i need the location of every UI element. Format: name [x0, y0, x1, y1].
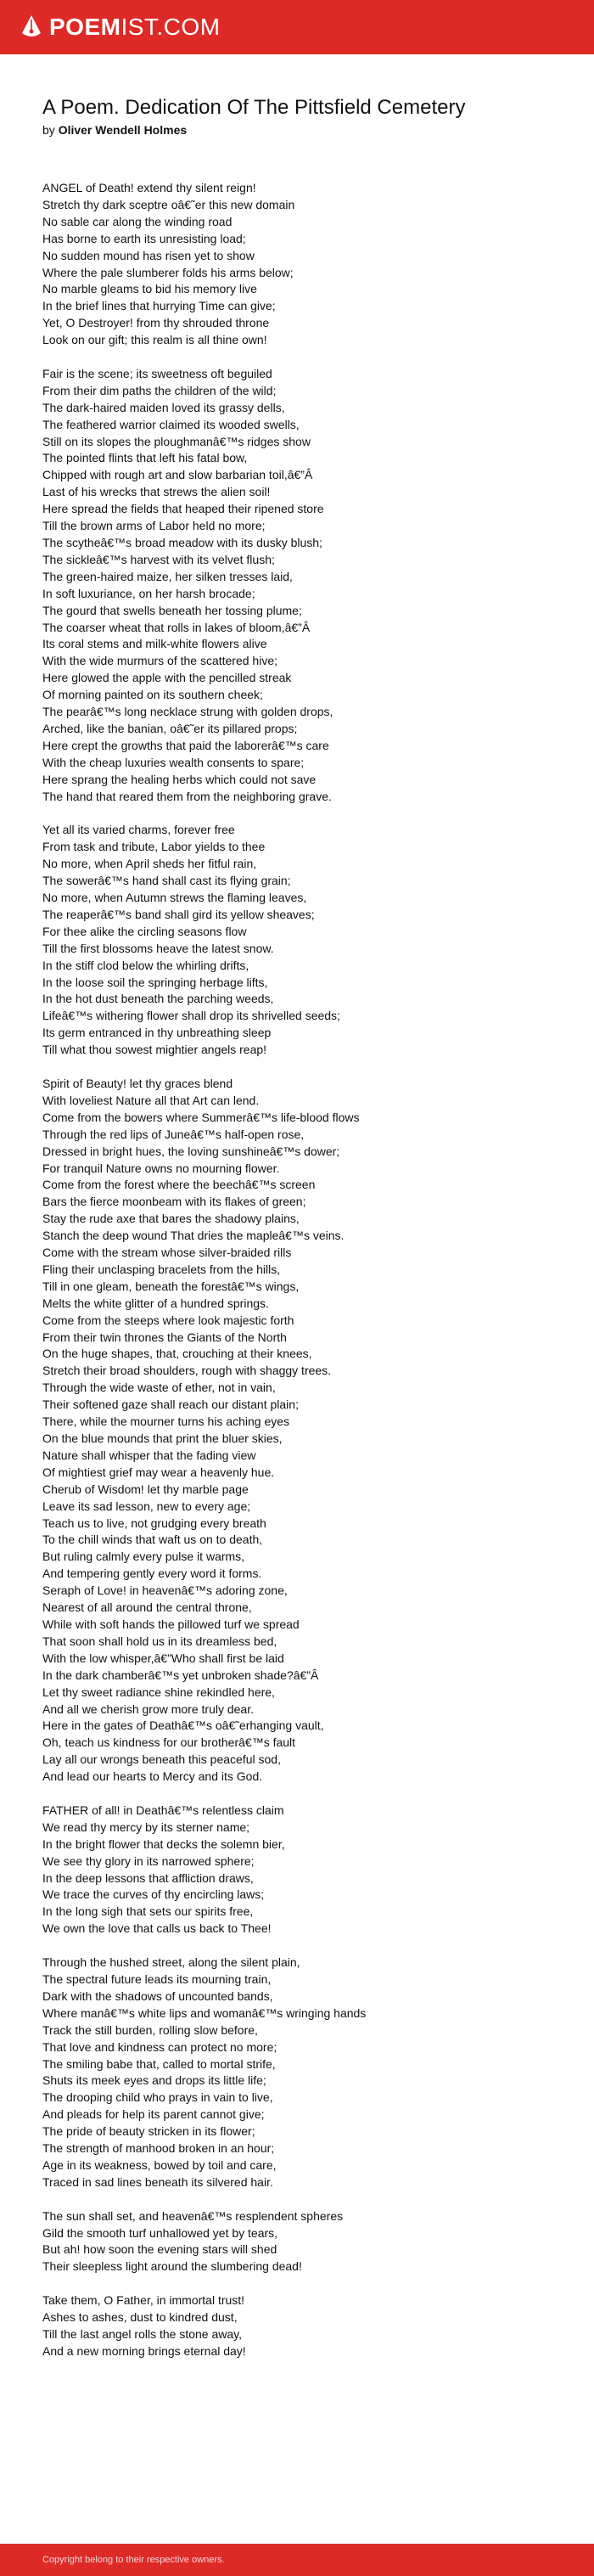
poem-line: But ruling calmly every pulse it warms, — [42, 1550, 245, 1564]
poem-line: In the hot dust beneath the parching weeds, — [42, 992, 274, 1006]
poem-line: With the wide murmurs of the scattered hive; — [42, 654, 277, 668]
poem-line: That soon shall hold us in its dreamless bed, — [42, 1634, 277, 1648]
site-logo-link[interactable] — [20, 14, 221, 40]
poem-line: In the deep lessons that affliction draws, — [42, 1870, 254, 1885]
poem-line: Come from the steeps where look majestic forth — [42, 1313, 294, 1327]
poem-line: We own the love that calls us back to Thee! — [42, 1921, 272, 1936]
poem-line: Oh, teach us kindness for our brotherâ€™s fault — [42, 1735, 296, 1750]
poem-line: Stay the rude axe that bares the shadowy plains, — [42, 1212, 300, 1226]
stanza — [42, 822, 560, 1059]
poem-line: While with soft hands the pillowed turf we spread — [42, 1617, 300, 1631]
stanza — [42, 180, 560, 349]
poem-line: In the stiff clod below the whirling drifts, — [42, 958, 249, 972]
poem-line: Nature shall whisper that the fading view — [42, 1448, 256, 1462]
poem-line: Dressed in bright hues, the loving sunshineâ€™s dower; — [42, 1144, 340, 1158]
poem-line: Here sprang the healing herbs which could not save — [42, 772, 317, 786]
poem-line: The pointed flints that left his fatal bow, — [42, 451, 248, 465]
poem-line: From task and tribute, Labor yields to thee — [42, 840, 266, 854]
poem-line: Seraph of Love! in heavenâ€™s adoring zone, — [42, 1583, 288, 1598]
poem-line: Their sleepless light around the slumbering dead! — [42, 2259, 302, 2274]
poem-line: Teach us to live, not grudging every breath — [42, 1516, 266, 1530]
poem-line: Dark with the shadows of uncounted bands, — [42, 1988, 273, 2003]
poem-line: Chipped with rough art and slow barbarian toil,â€”Â — [42, 468, 313, 482]
poem-line: Through the wide waste of ether, not in vain, — [42, 1381, 276, 1395]
poem-body — [42, 180, 560, 2360]
poem-line: Let thy sweet radiance shine rekindled here, — [42, 1685, 275, 1699]
poem-line: Shuts its meek eyes and drops its little life; — [42, 2073, 266, 2088]
poem-line: Yet all its varied charms, forever free — [42, 823, 235, 837]
poem-line: Come with the stream whose silver-braided rills — [42, 1246, 292, 1260]
poem-line: But ah! how soon the evening stars will shed — [42, 2242, 277, 2257]
byline — [42, 122, 560, 138]
poem-line: Melts the white glitter of a hundred springs. — [42, 1296, 269, 1310]
poem-line: Here crept the growths that paid the laborerâ€™s care — [42, 738, 329, 752]
poem-line: Through the hushed street, along the silent plain, — [42, 1955, 300, 1970]
poem-line: Of morning painted on its southern cheek; — [42, 688, 263, 702]
poem-content — [42, 95, 560, 2377]
poem-line: The sun shall set, and heavenâ€™s resplendent spheres — [42, 2208, 344, 2223]
poem-line: In the bright flower that decks the solemn bier, — [42, 1836, 285, 1851]
poem-line: From their dim paths the children of the wild; — [42, 383, 277, 397]
poem-line: ANGEL of Death! extend thy silent reign! — [42, 181, 256, 194]
poem-line: From their twin thrones the Giants of the North — [42, 1330, 287, 1344]
poem-line: In soft luxuriance, on her harsh brocade; — [42, 586, 255, 600]
poem-line: The pearâ€™s long necklace strung with golden drops, — [42, 705, 333, 719]
poem-line: Here spread the fields that heaped their ripened store — [42, 502, 324, 516]
poem-line: Lay all our wrongs beneath this peaceful sod, — [42, 1752, 281, 1767]
poem-line: Stretch their broad shoulders, rough with shaggy trees. — [42, 1364, 332, 1378]
poem-line: And a new morning brings eternal day! — [42, 2343, 246, 2358]
poem-line: No more, when Autumn strews the flaming leaves, — [42, 891, 307, 905]
poem-line: Its coral stems and milk-white flowers alive — [42, 637, 267, 651]
poem-line: With loveliest Nature all that Art can lend. — [42, 1093, 260, 1107]
site-name-bold: POEM — [49, 14, 121, 40]
poem-line: There, while the mourner turns his aching eyes — [42, 1415, 290, 1429]
poem-line: No sable car along the winding road — [42, 214, 233, 228]
poem-line: The gourd that swells beneath her tossing plume; — [42, 603, 302, 617]
poem-line: The feathered warrior claimed its wooded swells, — [42, 417, 300, 431]
stanza — [42, 2292, 560, 2360]
poem-line: To the chill winds that waft us on to death, — [42, 1533, 263, 1547]
poem-line: Come from the bowers where Summerâ€™s life-blood flows — [42, 1110, 360, 1124]
poem-line: Stanch the deep wound That dries the mapleâ€™s veins. — [42, 1229, 345, 1243]
stanza — [42, 1954, 560, 2191]
poem-line: Till the last angel rolls the stone away, — [42, 2326, 243, 2341]
poem-line: The hand that reared them from the neighboring grave. — [42, 789, 332, 803]
poem-line: Here in the gates of Deathâ€™s oâ€˜erhanging vault, — [42, 1718, 324, 1733]
poem-line: The scytheâ€™s broad meadow with its dusky blush; — [42, 536, 322, 550]
poem-line: The drooping child who prays in vain to live, — [42, 2090, 273, 2105]
poem-line: In the brief lines that hurrying Time can give; — [42, 299, 276, 313]
poem-line: Last of his wrecks that strews the alien soil! — [42, 485, 271, 499]
poem-line: Through the red lips of Juneâ€™s half-open rose, — [42, 1127, 305, 1141]
poem-line: The coarser wheat that rolls in lakes of bloom,â€”Â — [42, 620, 311, 634]
poem-line: For tranquil Nature owns no mourning flower. — [42, 1161, 280, 1175]
poem-line: The green-haired maize, her silken tresses laid, — [42, 569, 293, 583]
poem-line: Come from the forest where the beechâ€™s screen — [42, 1178, 316, 1192]
poem-line: On the blue mounds that print the bluer skies, — [42, 1431, 283, 1446]
poem-line: Fair is the scene; its sweetness oft beguiled — [42, 366, 272, 380]
poem-line: Has borne to earth its unresisting load; — [42, 231, 246, 245]
poem-line: Bars the fierce moonbeam with its flakes of green; — [42, 1195, 306, 1209]
poem-line: On the huge shapes, that, crouching at their knees, — [42, 1347, 312, 1361]
poem-line: Traced in sad lines beneath its silvered hair. — [42, 2174, 273, 2189]
poem-line: And tempering gently every word it forms. — [42, 1566, 262, 1581]
poem-line: Spirit of Beauty! let thy graces blend — [42, 1076, 233, 1090]
stanza — [42, 2208, 560, 2276]
poem-line: No more, when April sheds her fitful rain, — [42, 857, 257, 871]
site-name — [49, 15, 221, 39]
poem-title: A Poem. Dedication Of The Pittsfield Cemetery — [42, 96, 466, 119]
top-bar — [0, 0, 594, 54]
poem-line: Lifeâ€™s withering flower shall drop its shrivelled seeds; — [42, 1009, 340, 1023]
poem-line: Look on our gift; this realm is all thine own! — [42, 333, 267, 347]
poem-line: No marble gleams to bid his memory live — [42, 282, 257, 296]
poem-line: Leave its sad lesson, new to every age; — [42, 1499, 251, 1513]
author-link[interactable]: Oliver Wendell Holmes — [58, 123, 188, 137]
poem-line: Where manâ€™s white lips and womanâ€™s wringing hands — [42, 2005, 367, 2020]
poem-line: No sudden mound has risen yet to show — [42, 248, 255, 262]
copyright-text: Copyright belong to their respective owners. — [42, 2555, 225, 2565]
stanza — [42, 366, 560, 806]
poem-line: Till in one gleam, beneath the forestâ€™s wings, — [42, 1279, 300, 1293]
poem-line: Fling their unclasping bracelets from the hills, — [42, 1262, 281, 1276]
poem-line: In the dark chamberâ€™s yet unbroken shade?â€”Â — [42, 1668, 319, 1682]
poem-line: And all we cherish grow more truly dear. — [42, 1701, 254, 1716]
poem-line: With the low whisper,â€”Who shall first be laid — [42, 1651, 284, 1665]
poem-line: Yet, O Destroyer! from thy shrouded throne — [42, 316, 270, 330]
poem-line: The spectral future leads its mourning train, — [42, 1971, 272, 1986]
poem-line: We see thy glory in its narrowed sphere; — [42, 1853, 255, 1868]
poem-line: Arched, like the banian, oâ€˜er its pillared props; — [42, 721, 298, 735]
poem-line: Gild the smooth turf unhallowed yet by tears, — [42, 2225, 278, 2240]
poem-line: Stretch thy dark sceptre oâ€˜er this new domain — [42, 197, 295, 211]
poem-line: And lead our hearts to Mercy and its God. — [42, 1769, 263, 1784]
poem-line: Till the brown arms of Labor held no more; — [42, 519, 266, 533]
poem-line: Cherub of Wisdom! let thy marble page — [42, 1482, 249, 1496]
poem-line: For thee alike the circling seasons flow — [42, 924, 247, 938]
by-label: by — [42, 123, 55, 137]
poem-line: The sickleâ€™s harvest with its velvet flush; — [42, 552, 275, 566]
poem-line: That love and kindness can protect no more; — [42, 2039, 277, 2054]
poem-line: The smiling babe that, called to mortal strife, — [42, 2056, 276, 2071]
poem-line: The strength of manhood broken in an hour; — [42, 2141, 275, 2156]
stanza — [42, 1076, 560, 1786]
poem-line: The dark-haired maiden loved its grassy dells, — [42, 400, 285, 414]
poem-line: Where the pale slumberer folds his arms below; — [42, 265, 294, 279]
footer — [0, 2544, 594, 2576]
poem-line: We trace the curves of thy encircling laws; — [42, 1887, 265, 1902]
pen-nib-icon — [20, 14, 42, 40]
poem-line: Of mightiest grief may wear a heavenly hue. — [42, 1465, 275, 1479]
poem-line: FATHER of all! in Deathâ€™s relentless claim — [42, 1803, 284, 1817]
poem-line: In the loose soil the springing herbage lifts, — [42, 975, 268, 989]
poem-line: Nearest of all around the central throne, — [42, 1600, 252, 1615]
poem-line: We read thy mercy by its sterner name; — [42, 1820, 250, 1834]
poem-line: Track the still burden, rolling slow before, — [42, 2022, 258, 2037]
poem-line: Till the first blossoms heave the latest snow. — [42, 941, 274, 955]
poem-line: In the long sigh that sets our spirits free, — [42, 1904, 254, 1919]
poem-line: Still on its slopes the ploughmanâ€™s ridges show — [42, 434, 311, 448]
poem-line: The sowerâ€™s hand shall cast its flying grain; — [42, 874, 291, 888]
poem-line: With the cheap luxuries wealth consents to spare; — [42, 755, 305, 769]
poem-line: The pride of beauty stricken in its flower; — [42, 2124, 255, 2139]
poem-line: Here glowed the apple with the pencilled streak — [42, 671, 292, 685]
poem-line: And pleads for help its parent cannot give; — [42, 2107, 265, 2122]
poem-line: Age in its weakness, bowed by toil and care, — [42, 2157, 277, 2172]
poem-line: Ashes to ashes, dust to kindred dust, — [42, 2310, 238, 2325]
poem-line: Till what thou sowest mightier angels reap! — [42, 1043, 267, 1057]
poem-line: Its germ entranced in thy unbreathing sleep — [42, 1026, 272, 1040]
poem-line: Their softened gaze shall reach our distant plain; — [42, 1398, 299, 1412]
site-name-light: IST.COM — [120, 14, 221, 40]
stanza — [42, 1803, 560, 1938]
poem-line: Take them, O Father, in immortal trust! — [42, 2293, 245, 2308]
poem-line: The reaperâ€™s band shall gird its yellow sheaves; — [42, 907, 315, 921]
